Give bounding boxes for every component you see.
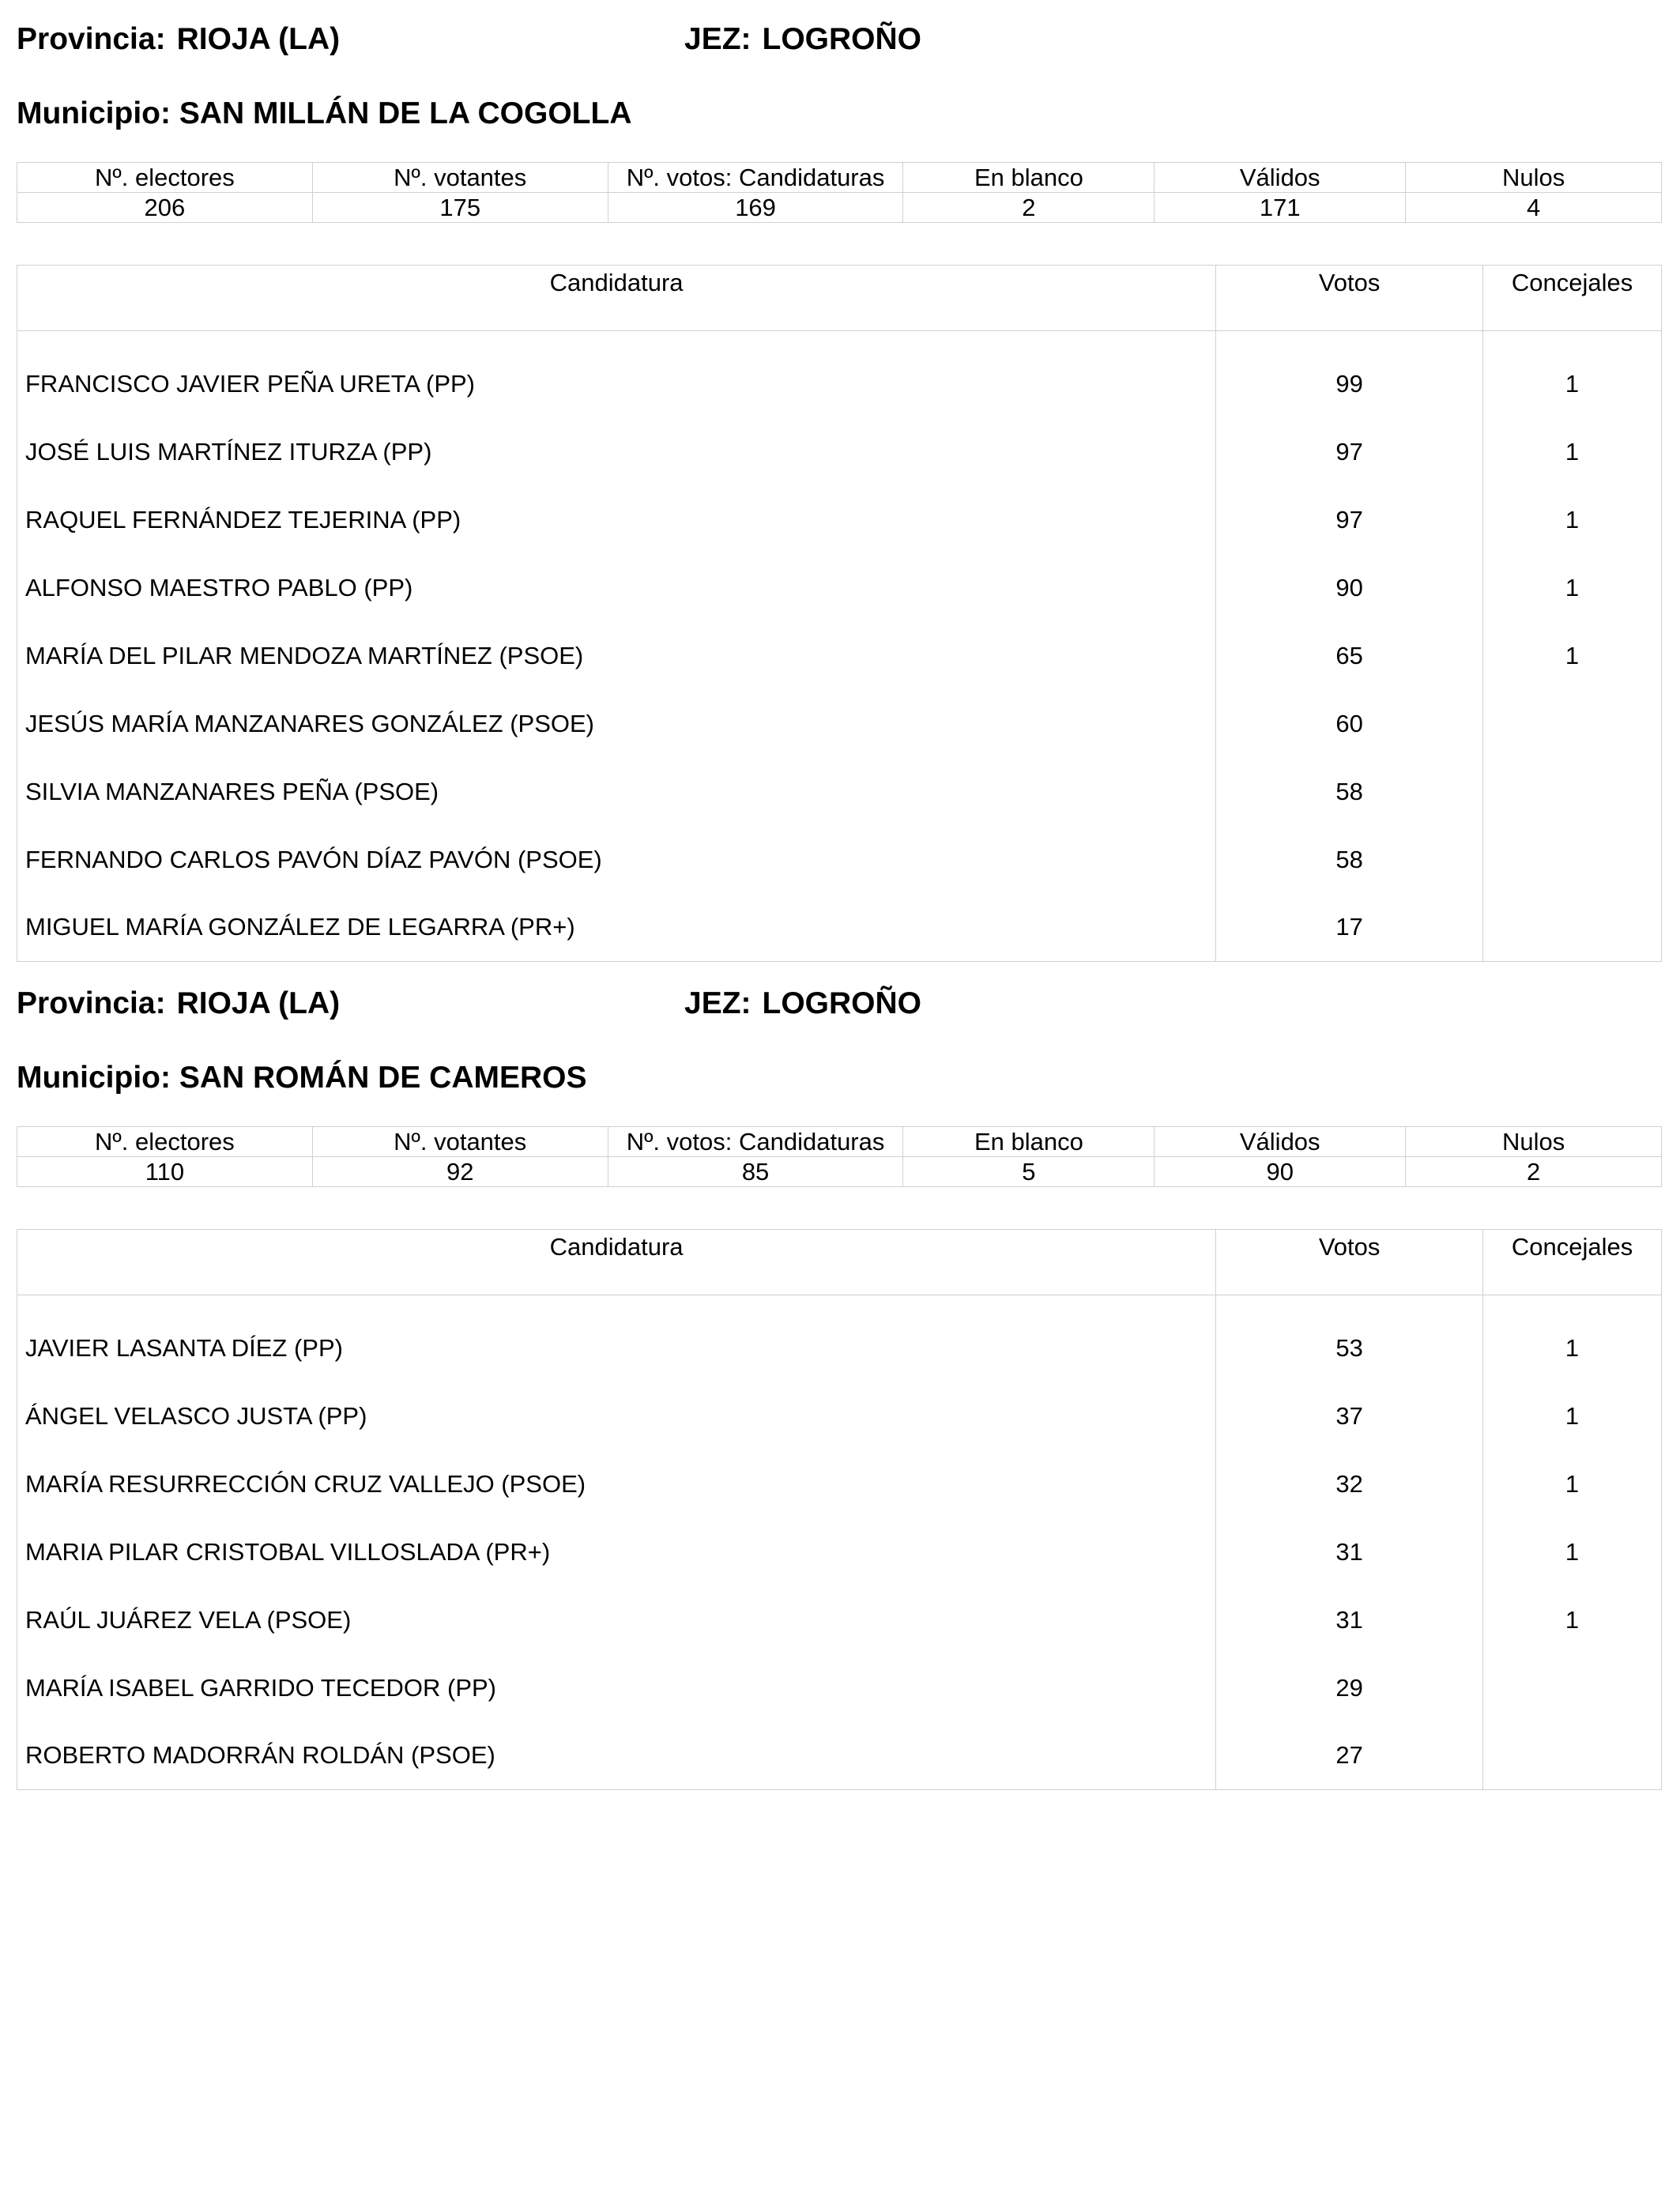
candidate-votos: 29 [1216,1654,1483,1722]
summary-value-nulos: 2 [1406,1157,1662,1187]
candidate-row [17,1450,1662,1518]
provincia-value: RIOJA (LA) [176,986,341,1020]
candidate-votos: 58 [1216,758,1483,826]
candidate-row [17,418,1662,486]
candidate-votos: 90 [1216,554,1483,622]
summary-value-row [17,1157,1662,1187]
candidate-votos: 37 [1216,1382,1483,1450]
summary-value-votantes: 175 [312,193,608,223]
candidate-concejales: 1 [1483,331,1662,418]
candidate-row [17,1654,1662,1722]
summary-header-validos: Válidos [1155,163,1406,193]
candidate-row [17,826,1662,894]
candidate-concejales: 1 [1483,1586,1662,1654]
candidate-votos: 27 [1216,1722,1483,1790]
provincia-label: Provincia: [17,986,166,1020]
candidate-concejales [1483,894,1662,962]
candidate-row [17,758,1662,826]
candidate-name: SILVIA MANZANARES PEÑA (PSOE) [17,758,1216,826]
candidate-name: RAQUEL FERNÁNDEZ TEJERINA (PP) [17,486,1216,554]
summary-value-electores: 206 [17,193,313,223]
candidate-votos: 31 [1216,1586,1483,1654]
candidate-row [17,622,1662,690]
candidate-votos: 32 [1216,1450,1483,1518]
candidate-row [17,554,1662,622]
candidate-name: ROBERTO MADORRÁN ROLDÁN (PSOE) [17,1722,1216,1790]
candidate-row [17,1382,1662,1450]
candidate-concejales [1483,1722,1662,1790]
municipio-heading [17,98,632,129]
summary-table [17,1126,1662,1187]
candidate-row [17,1586,1662,1654]
candidate-name: MARIA PILAR CRISTOBAL VILLOSLADA (PR+) [17,1518,1216,1586]
candidate-row [17,690,1662,758]
candidate-votos: 65 [1216,622,1483,690]
candidate-name: RAÚL JUÁREZ VELA (PSOE) [17,1586,1216,1654]
jez-label: JEZ: [684,986,751,1020]
summary-header-electores: Nº. electores [17,1127,313,1157]
municipio-label: Municipio: [17,96,171,130]
summary-header-votos-candidaturas: Nº. votos: Candidaturas [608,1127,903,1157]
candidate-votos: 60 [1216,690,1483,758]
candidate-name: JOSÉ LUIS MARTÍNEZ ITURZA (PP) [17,418,1216,486]
summary-header-votantes: Nº. votantes [312,1127,608,1157]
provincia-value: RIOJA (LA) [176,22,341,56]
candidates-table [17,1229,1662,1790]
summary-value-row [17,193,1662,223]
summary-header-nulos: Nulos [1406,163,1662,193]
summary-header-row [17,1127,1662,1157]
candidates-header-row [17,1230,1662,1295]
summary-value-votos-candidaturas: 169 [608,193,903,223]
summary-header-en-blanco: En blanco [903,1127,1155,1157]
candidate-row [17,1722,1662,1790]
candidate-name: ÁNGEL VELASCO JUSTA (PP) [17,1382,1216,1450]
header-concejales: Concejales [1483,266,1662,331]
candidates-table [17,265,1662,962]
candidate-votos: 31 [1216,1518,1483,1586]
candidate-concejales [1483,826,1662,894]
candidate-votos: 17 [1216,894,1483,962]
summary-value-validos: 90 [1155,1157,1406,1187]
candidate-name: FRANCISCO JAVIER PEÑA URETA (PP) [17,331,1216,418]
candidate-name: MARÍA ISABEL GARRIDO TECEDOR (PP) [17,1654,1216,1722]
provincia-heading [17,988,340,1019]
candidate-row [17,1295,1662,1382]
candidate-concejales [1483,1654,1662,1722]
summary-value-en-blanco: 2 [903,193,1155,223]
jez-heading [684,24,921,55]
candidate-votos: 53 [1216,1295,1483,1382]
candidate-concejales: 1 [1483,1382,1662,1450]
jez-value: LOGROÑO [762,986,922,1020]
candidate-concejales: 1 [1483,554,1662,622]
candidate-concejales: 1 [1483,1295,1662,1382]
candidate-row [17,894,1662,962]
candidate-concejales: 1 [1483,1450,1662,1518]
summary-value-votantes: 92 [312,1157,608,1187]
provincia-heading [17,24,340,55]
summary-header-electores: Nº. electores [17,163,313,193]
candidate-votos: 97 [1216,418,1483,486]
summary-header-validos: Válidos [1155,1127,1406,1157]
municipio-heading [17,1062,587,1093]
candidate-concejales [1483,690,1662,758]
candidate-name: FERNANDO CARLOS PAVÓN DÍAZ PAVÓN (PSOE) [17,826,1216,894]
candidate-concejales: 1 [1483,1518,1662,1586]
municipio-value: SAN ROMÁN DE CAMEROS [179,1061,587,1095]
jez-label: JEZ: [684,22,751,56]
municipio-value: SAN MILLÁN DE LA COGOLLA [179,96,632,130]
candidate-row [17,486,1662,554]
summary-header-votos-candidaturas: Nº. votos: Candidaturas [608,163,903,193]
summary-value-electores: 110 [17,1157,313,1187]
header-votos: Votos [1216,266,1483,331]
jez-heading [684,988,921,1019]
candidate-concejales: 1 [1483,622,1662,690]
candidate-row [17,331,1662,418]
candidate-name: JESÚS MARÍA MANZANARES GONZÁLEZ (PSOE) [17,690,1216,758]
candidate-votos: 99 [1216,331,1483,418]
header-candidatura: Candidatura [17,1230,1216,1295]
summary-value-votos-candidaturas: 85 [608,1157,903,1187]
jez-value: LOGROÑO [762,22,922,56]
summary-value-en-blanco: 5 [903,1157,1155,1187]
candidate-name: MIGUEL MARÍA GONZÁLEZ DE LEGARRA (PR+) [17,894,1216,962]
summary-value-nulos: 4 [1406,193,1662,223]
header-votos: Votos [1216,1230,1483,1295]
header-concejales: Concejales [1483,1230,1662,1295]
summary-header-row [17,163,1662,193]
candidate-name: JAVIER LASANTA DÍEZ (PP) [17,1295,1216,1382]
summary-table [17,162,1662,223]
header-candidatura: Candidatura [17,266,1216,331]
provincia-label: Provincia: [17,22,166,56]
summary-header-nulos: Nulos [1406,1127,1662,1157]
candidate-name: ALFONSO MAESTRO PABLO (PP) [17,554,1216,622]
candidate-name: MARÍA DEL PILAR MENDOZA MARTÍNEZ (PSOE) [17,622,1216,690]
candidate-concejales [1483,758,1662,826]
candidate-concejales: 1 [1483,486,1662,554]
summary-header-en-blanco: En blanco [903,163,1155,193]
municipio-label: Municipio: [17,1061,171,1095]
candidate-row [17,1518,1662,1586]
candidate-name: MARÍA RESURRECCIÓN CRUZ VALLEJO (PSOE) [17,1450,1216,1518]
candidates-header-row [17,266,1662,331]
summary-header-votantes: Nº. votantes [312,163,608,193]
candidate-votos: 58 [1216,826,1483,894]
summary-value-validos: 171 [1155,193,1406,223]
candidate-votos: 97 [1216,486,1483,554]
candidate-concejales: 1 [1483,418,1662,486]
